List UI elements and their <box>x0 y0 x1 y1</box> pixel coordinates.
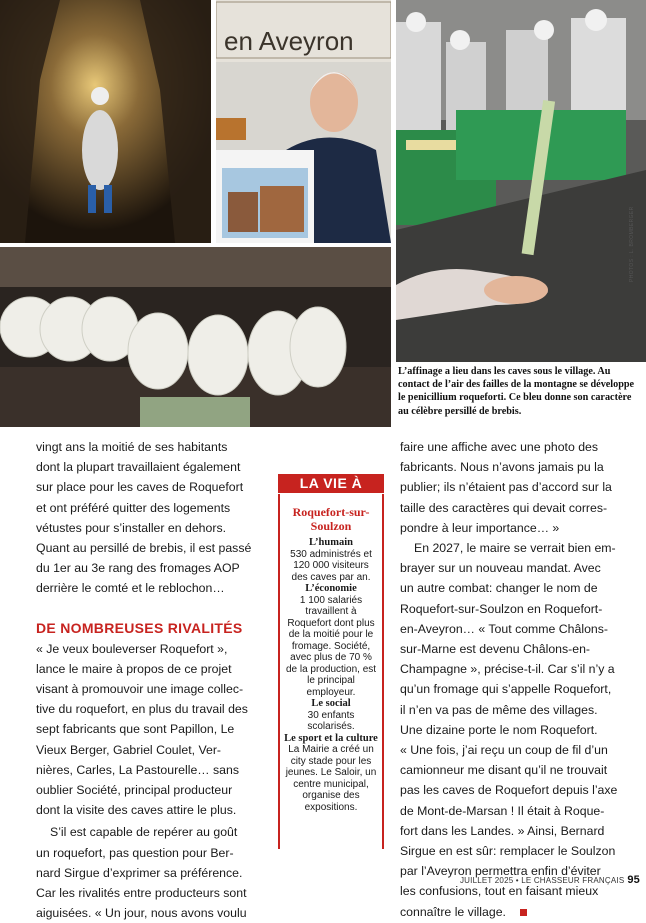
text-line: Champagne », précise-t-il. Car s’il n’y a <box>400 662 615 677</box>
sidebar-subheading: Le social <box>311 698 351 709</box>
text-line: les confusions, tout en faisant mieux <box>400 884 599 899</box>
text-line: « Une fois, j’ai reçu un coup de fil d’un <box>400 743 608 758</box>
text-line: tive du roquefort, en plus du travail des <box>36 702 248 717</box>
sidebar-subheading: L’économie <box>305 583 357 594</box>
photo-credit: PHOTOS : L. BROMBERGER <box>629 206 635 282</box>
photo-cheese <box>0 247 391 427</box>
text-line: vingt ans la moitié de ses habitants <box>36 440 228 454</box>
text-line: en-Aveyron… « Tout comme Châlons- <box>400 621 609 636</box>
text-line: aiguisées. « Un jour, nous avons voulu <box>36 906 247 921</box>
article-column-left <box>36 437 272 923</box>
sidebar-banner: LA VIE À <box>278 474 384 493</box>
article-column-right <box>400 437 628 922</box>
end-mark <box>520 909 527 916</box>
text-line: faire une affiche avec une photo des <box>400 440 599 454</box>
text-line: nières, Carles, La Pastourelle… sans <box>36 762 239 777</box>
paragraph <box>400 437 628 538</box>
photo-cave-tunnel <box>0 0 211 243</box>
text-line: dont la plupart travaillaient également <box>36 460 241 475</box>
text-line: pondre à leur importance… » <box>400 520 560 535</box>
sidebar-subheading: L’humain <box>309 537 353 548</box>
text-line: connaître le village. <box>400 904 506 919</box>
text-line: par l’Aveyron permettra enfin d’éviter <box>400 864 601 879</box>
text-line: de Mont-de-Marsan ! Il était à Roque- <box>400 803 605 818</box>
photo-visitors <box>396 0 646 362</box>
sidebar-rule <box>382 494 384 849</box>
text-line: fabricants. Nous n’avons jamais pu la <box>400 460 604 475</box>
paragraph <box>36 437 272 599</box>
text-line: « Je veux bouleverser Roquefort », <box>36 641 228 656</box>
photo-caption: L’affinage a lieu dans les caves sous le village. Au contact de l’air des failles de la montagne se développe le penicillium roqueforti. Ce bleu donne son caractère au célèbre persillé de brebis. <box>398 366 635 417</box>
page-footer <box>460 874 640 886</box>
text-line: un roquefort, pas question pour Ber- <box>36 845 234 860</box>
text-line: derrière le comté et le reblochon… <box>36 581 225 596</box>
photo-mayor <box>216 0 391 243</box>
text-line: oublier Société, principal producteur <box>36 783 233 798</box>
sidebar-text: La Mairie a créé un city stade pour les jeunes. Le Saloir, un centre municipal, organise des expositions. <box>285 744 377 813</box>
sidebar-rule <box>278 494 280 849</box>
page-number: 95 <box>627 874 640 886</box>
paragraph <box>400 538 628 922</box>
text-line: dont la visite des caves attire le plus. <box>36 803 237 818</box>
paragraph <box>36 822 272 923</box>
text-line: du 1er au 3e rang des fromages AOP <box>36 561 240 576</box>
sidebar-subheading: Le sport et la culture <box>284 732 378 744</box>
text-line: fort dans les Landes. » Ainsi, Bernard <box>400 823 605 838</box>
text-line: visant à promouvoir une image collec- <box>36 682 244 697</box>
sidebar-body <box>284 537 378 813</box>
text-line: taille des caractères qui devait corres- <box>400 500 608 515</box>
text-line: lance le maire à propos de ce projet <box>36 661 232 676</box>
text-line: Car les rivalités entre producteurs sont <box>36 886 247 901</box>
text-line: vétustes pour s’installer en dehors. <box>36 520 227 535</box>
paragraph <box>36 639 272 821</box>
section-heading: DE NOMBREUSES RIVALITÉS <box>36 619 243 636</box>
text-line: un autre combat: changer le nom de <box>400 581 598 596</box>
text-line: Une dizaine porte le nom Roquefort. <box>400 722 598 737</box>
text-line: Vieux Berger, Gabriel Coulet, Ver- <box>36 742 222 757</box>
text-line: il n’en va pas de même des villages. <box>400 702 598 717</box>
text-line: publier; ils n’étaient pas d’accord sur la <box>400 480 612 495</box>
text-line: sur-Marne est devenu Châlons-en- <box>400 642 591 657</box>
text-line: pas les caves de Roquefort depuis l’axe <box>400 783 618 798</box>
sign-text: en Aveyron <box>224 26 354 56</box>
issue-label: JUILLET 2025 • LE CHASSEUR FRANÇAIS <box>459 876 625 885</box>
text-line: Quant au persillé de brebis, il est passé <box>36 541 252 556</box>
text-line: et ont préféré quitter des logements <box>36 500 231 515</box>
text-line: Roquefort-sur-Soulzon en Roquefort- <box>400 601 603 616</box>
text-line: brayer sur un nouveau mandat. Avec <box>400 561 601 576</box>
sidebar-text: 530 administrés et 120 000 visiteurs des caves par an. <box>290 548 372 583</box>
text-line: sur place pour les caves de Roquefort <box>36 480 244 495</box>
last-line <box>400 902 628 922</box>
text-line: qu’un fromage qui s’appelle Roquefort, <box>400 682 612 697</box>
text-line: Sirgue en est sûr: remplacer le Soulzon <box>400 844 616 859</box>
text-line: S’il est capable de repérer au goût <box>50 825 238 840</box>
sidebar-text: 30 enfants scolarisés. <box>307 709 355 732</box>
sidebar-text: 1 100 salariés travaillent à Roquefort dont plus de la moitié pour le fromage. Société, avec plus de 70 % de la production, est le principal employeur. <box>285 594 377 698</box>
text-line: En 2027, le maire se verrait bien em- <box>414 541 616 556</box>
text-line: nard Sirgue d’exprimer sa préférence. <box>36 865 243 880</box>
sidebar-title: Roquefort-sur-Soulzon <box>292 505 370 533</box>
text-line: camionneur me disant qu’il ne trouvait <box>400 763 608 778</box>
text-line: sept fabricants que sont Papillon, Le <box>36 722 235 737</box>
